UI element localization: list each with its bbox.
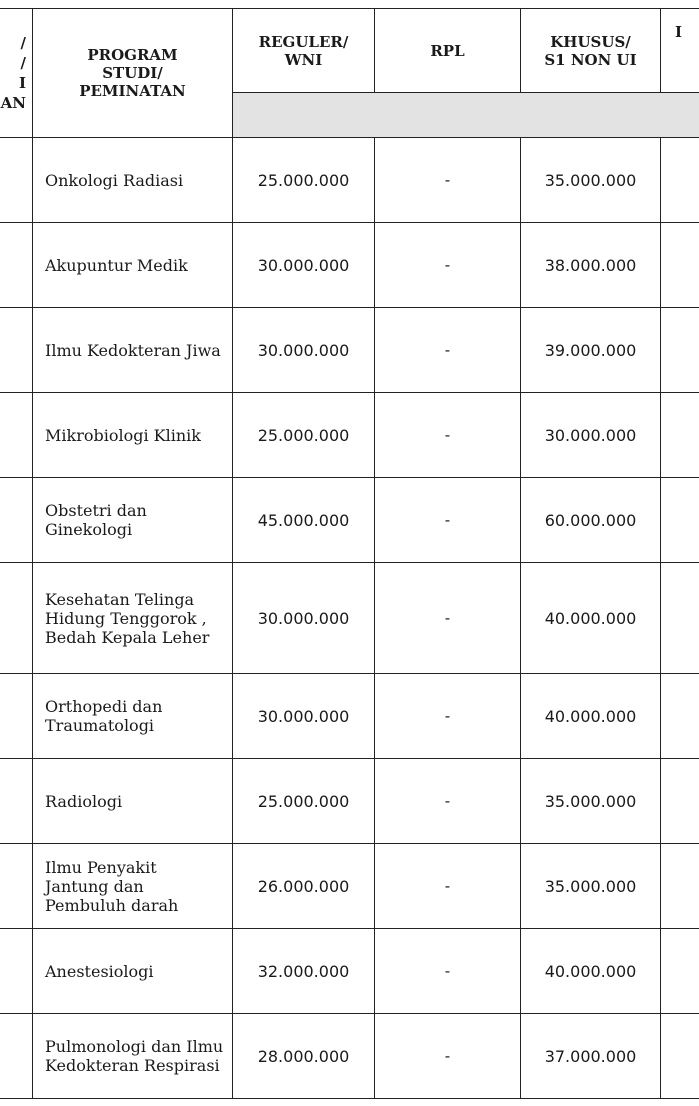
row-right-cell [661,478,699,563]
khusus-fee: 40.000.000 [521,674,661,759]
khusus-fee: 60.000.000 [521,478,661,563]
table-row [0,674,699,759]
khusus-fee: 39.000.000 [521,308,661,393]
reguler-fee: 25.000.000 [233,759,375,844]
program-name: Pulmonologi dan Ilmu Kedokteran Respirasi [33,1014,233,1099]
table-row [0,138,699,223]
table-row [0,393,699,478]
row-left-cell [0,563,33,674]
khusus-fee: 35.000.000 [521,844,661,929]
khusus-fee: 38.000.000 [521,223,661,308]
rpl-fee: - [375,478,521,563]
header-shaded-band [233,93,699,138]
program-name: Anestesiologi [33,929,233,1014]
program-name: Ilmu Kedokteran Jiwa [33,308,233,393]
header-left-line-1: / [20,34,26,52]
row-left-cell [0,1014,33,1099]
row-left-cell [0,929,33,1014]
header-reguler-text: REGULER/ WNI [258,32,349,69]
program-name: Orthopedi dan Traumatologi [33,674,233,759]
header-rpl-text: RPL [430,41,465,60]
header-program-studi [33,9,233,138]
reguler-fee: 26.000.000 [233,844,375,929]
row-right-cell [661,929,699,1014]
header-left-line-4: AN [0,94,26,112]
program-name: Onkologi Radiasi [33,138,233,223]
rpl-fee: - [375,674,521,759]
reguler-fee: 25.000.000 [233,393,375,478]
rpl-fee: - [375,138,521,223]
header-left-fragment [0,9,33,138]
rpl-fee: - [375,393,521,478]
row-left-cell [0,844,33,929]
row-right-cell [661,393,699,478]
row-right-cell [661,674,699,759]
table-row [0,478,699,563]
rpl-fee: - [375,1014,521,1099]
row-left-cell [0,674,33,759]
row-left-cell [0,478,33,563]
row-right-cell [661,563,699,674]
program-name: Akupuntur Medik [33,223,233,308]
program-name: Obstetri dan Ginekologi [33,478,233,563]
row-right-cell [661,844,699,929]
khusus-fee: 40.000.000 [521,563,661,674]
row-left-cell [0,759,33,844]
program-name: Radiologi [33,759,233,844]
table-row [0,759,699,844]
khusus-fee: 35.000.000 [521,759,661,844]
header-reguler [233,9,375,93]
khusus-fee: 30.000.000 [521,393,661,478]
reguler-fee: 30.000.000 [233,223,375,308]
rpl-fee: - [375,563,521,674]
reguler-fee: 28.000.000 [233,1014,375,1099]
khusus-fee: 37.000.000 [521,1014,661,1099]
rpl-fee: - [375,308,521,393]
program-name: Mikrobiologi Klinik [33,393,233,478]
reguler-fee: 30.000.000 [233,308,375,393]
reguler-fee: 30.000.000 [233,674,375,759]
row-right-cell [661,1014,699,1099]
header-khusus-text: KHUSUS/ S1 NON UI [544,32,637,69]
rpl-fee: - [375,759,521,844]
program-name: Kesehatan Telinga Hidung Tenggorok , Bedah Kepala Leher [33,563,233,674]
row-left-cell [0,393,33,478]
row-right-cell [661,759,699,844]
header-khusus [521,9,661,93]
header-left-line-3: I [18,74,26,92]
rpl-fee: - [375,929,521,1014]
reguler-fee: 25.000.000 [233,138,375,223]
header-program-text: PROGRAM STUDI/ PEMINATAN [79,46,186,100]
table-row [0,563,699,674]
tuition-table-container [0,8,699,1099]
row-right-cell [661,223,699,308]
reguler-fee: 30.000.000 [233,563,375,674]
row-left-cell [0,138,33,223]
khusus-fee: 35.000.000 [521,138,661,223]
row-right-cell [661,138,699,223]
program-name: Ilmu Penyakit Jantung dan Pembuluh darah [33,844,233,929]
row-left-cell [0,308,33,393]
header-left-line-2: / [20,54,26,72]
table-row [0,844,699,929]
header-right-text: I [675,23,683,41]
table-row [0,223,699,308]
rpl-fee: - [375,844,521,929]
table-row [0,1014,699,1099]
tuition-fee-table [0,8,699,1099]
header-rpl [375,9,521,93]
header-row [0,9,699,93]
table-row [0,929,699,1014]
khusus-fee: 40.000.000 [521,929,661,1014]
table-row [0,308,699,393]
row-left-cell [0,223,33,308]
reguler-fee: 32.000.000 [233,929,375,1014]
reguler-fee: 45.000.000 [233,478,375,563]
row-right-cell [661,308,699,393]
header-right-fragment [661,9,699,93]
rpl-fee: - [375,223,521,308]
